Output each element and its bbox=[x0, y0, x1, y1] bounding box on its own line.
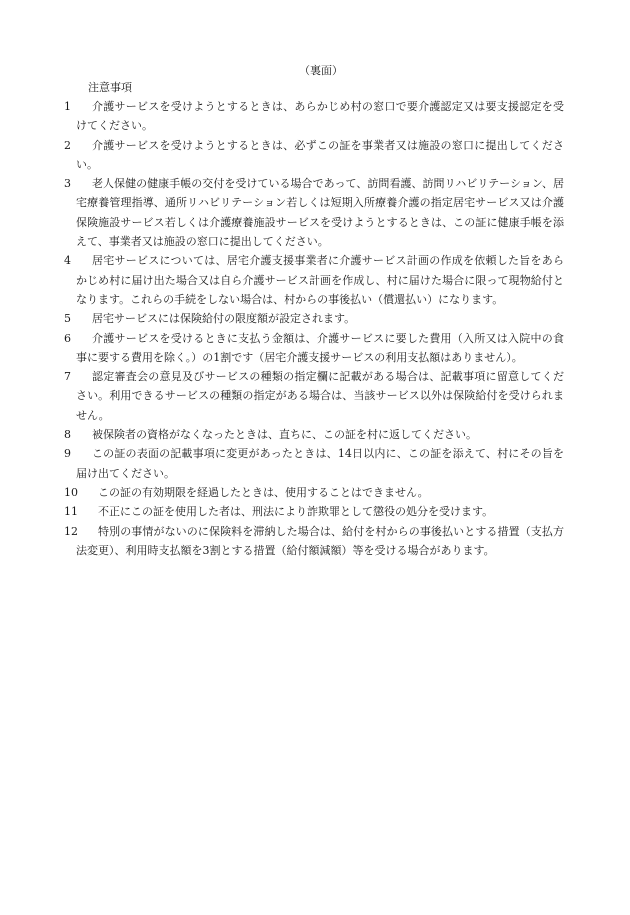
note-text: 介護サービスを受けるときに支払う金額は、介護サービスに要した費用（入所又は入院中の食事に要する費用を除く。）の1割です（居宅介護支援サービスの利用支払額はありません）。 bbox=[76, 331, 564, 364]
note-text: 認定審査会の意見及びサービスの種類の指定欄に記載がある場合は、記載事項に留意してください。利用できるサービスの種類の指定がある場合は、当該サービス以外は保険給付を受けられません。 bbox=[76, 370, 564, 422]
note-number: 3 bbox=[64, 177, 71, 191]
note-item bbox=[64, 502, 564, 521]
note-item bbox=[64, 174, 564, 251]
note-item bbox=[64, 309, 564, 328]
note-item bbox=[64, 522, 564, 561]
note-number: 7 bbox=[64, 370, 71, 384]
note-item bbox=[64, 97, 564, 136]
note-number: 11 bbox=[64, 505, 78, 519]
note-text: 介護サービスを受けようとするときは、あらかじめ村の窓口で要介護認定又は要支援認定を受けてください。 bbox=[76, 100, 564, 133]
note-text: 被保険者の資格がなくなったときは、直ちに、この証を村に返してください。 bbox=[92, 428, 477, 442]
note-text: 介護サービスを受けようとするときは、必ずこの証を事業者又は施設の窓口に提出してください。 bbox=[76, 138, 564, 171]
note-text: 特別の事情がないのに保険料を滞納した場合は、給付を村からの事後払いとする措置（支払方法変更）、利用時支払額を3割とする措置（給付額減額）等を受ける場合があります。 bbox=[76, 524, 564, 557]
note-text: 不正にこの証を使用した者は、刑法により詐欺罪として懲役の処分を受けます。 bbox=[98, 505, 494, 519]
note-number: 12 bbox=[64, 524, 78, 538]
note-item bbox=[64, 425, 564, 444]
note-text: この証の表面の記載事項に変更があったときは、14日以内に、この証を添えて、村にその旨を届け出てください。 bbox=[76, 447, 564, 480]
side-label: （裏面） bbox=[299, 64, 343, 77]
section-title: 注意事項 bbox=[88, 81, 132, 94]
note-item bbox=[64, 444, 564, 483]
note-text: この証の有効期限を経過したときは、使用することはできません。 bbox=[98, 485, 429, 499]
note-number: 5 bbox=[64, 312, 71, 326]
note-number: 1 bbox=[64, 100, 71, 113]
note-number: 4 bbox=[64, 254, 71, 268]
note-text: 老人保健の健康手帳の交付を受けている場合であって、訪問看護、訪問リハビリテーション、居宅療養管理指導、通所リハビリテーション若しくは短期入所療養介護の指定居宅サービス又は介護保険施設サービス若しくは介護療養施設サービスを受けようとするときは、この証に健康手帳を添えて、事業者又は施設の窓口に提出してください。 bbox=[76, 177, 564, 249]
note-item bbox=[64, 483, 564, 502]
note-item bbox=[64, 136, 564, 175]
note-number: 6 bbox=[64, 331, 71, 345]
note-item bbox=[64, 251, 564, 309]
note-number: 9 bbox=[64, 447, 71, 461]
note-text: 居宅サービスには保険給付の限度額が設定されます。 bbox=[92, 312, 356, 326]
notes-list bbox=[64, 97, 564, 560]
note-item bbox=[64, 329, 564, 368]
note-number: 2 bbox=[64, 138, 71, 152]
note-item bbox=[64, 367, 564, 425]
note-text: 居宅サービスについては、居宅介護支援事業者に介護サービス計画の作成を依頼した旨をあらかじめ村に届け出た場合又は自ら介護サービス計画を作成し、村に届けた場合に限って現物給付となります。これらの手続をしない場合は、村からの事後払い（償還払い）になります。 bbox=[76, 254, 564, 306]
note-number: 10 bbox=[64, 485, 78, 499]
note-number: 8 bbox=[64, 428, 71, 442]
